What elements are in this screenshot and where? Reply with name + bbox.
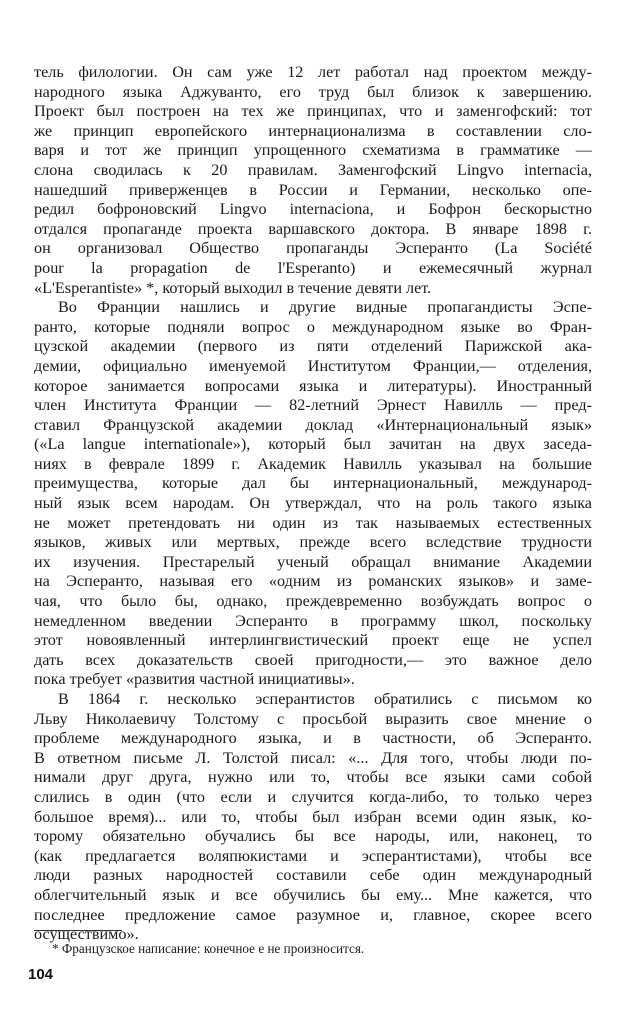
text-line: «L'Esperantiste» *, который выходил в течение девяти лет. (34, 278, 432, 297)
text-line: проблеме международного языка, и в частности, об Эсперанто. (34, 729, 592, 748)
text-line: их изучения. Престарелый ученый обращал внимание Академии (34, 552, 592, 571)
text-line: ниях в феврале 1899 г. Академик Навилль указывал на большие (34, 454, 592, 473)
text-line: преимущества, которые дал бы интернациональный, международ- (34, 474, 592, 493)
text-line: этот новоявленный интерлингвистический проект еще не успел (34, 631, 592, 650)
text-line: ставил Французской академии доклад «Интернациональный язык» (34, 415, 592, 434)
text-line: pour la propagation de l'Esperanto) и ежемесячный журнал (34, 258, 592, 277)
text-line: ранто, которые подняли вопрос о международном языке во Фран- (34, 317, 592, 336)
text-line: дать всех доказательств своей пригодности,— это важное дело (34, 650, 592, 669)
text-line: цузской академии (первого из пяти отделений Парижской ака- (34, 337, 592, 356)
text-line: член Института Франции — 82-летний Эрнест Навилль — пред- (34, 396, 592, 415)
body-text (34, 63, 592, 945)
text-line: отдался пропаганде проекта варшавского доктора. В январе 1898 г. (34, 219, 592, 238)
text-line: В ответном письме Л. Толстой писал: «... Для того, чтобы люди по- (34, 748, 592, 767)
text-line: нимали друг друга, нужно или то, чтобы все языки сами собой (34, 768, 592, 787)
text-line: облегчительный язык и все обучились бы ему... Мне кажется, что (34, 885, 592, 904)
text-line: (как предлагается воляпюкистами и эсперантистами), чтобы все (34, 846, 592, 865)
text-line: слона сводилась к 20 правилам. Заменгофский Lingvo internacia, (34, 160, 592, 179)
text-line: он организовал Общество пропаганды Эсперанто (La Société (34, 239, 592, 258)
text-line: тель филологии. Он сам уже 12 лет работал над проектом между- (34, 63, 592, 81)
text-line: Проект был построен на тех же принципах, что и заменгофский: тот (34, 102, 592, 121)
text-line: осуществимо». (34, 925, 139, 944)
text-line: языков, живых или мертвых, прежде всего вследствие трудности (34, 533, 592, 552)
text-line: же принцип европейского интернационализма в составлении сло- (34, 121, 592, 140)
text-line: Во Франции нашлись и другие видные пропагандисты Эспе- (58, 298, 592, 317)
text-line: варя и тот же принцип упрощенного схематизма в грамматике — (34, 141, 592, 160)
text-line: пока требует «развития частной инициативы». (34, 670, 355, 689)
text-line: («La langue internationale»), который был зачитан на двух заседа- (34, 435, 592, 454)
page-number: 104 (28, 966, 54, 983)
text-line: большое время)... или то, чтобы был избран всеми один язык, ко- (34, 807, 592, 826)
text-line: последнее предложение самое разумное и, главное, скорее всего (34, 905, 592, 924)
text-line: чая, что было бы, однако, преждевременно возбуждать вопрос о (34, 592, 592, 611)
text-line: народного языка Аджуванто, его труд был близок к завершению. (34, 82, 592, 101)
text-line: демии, официально именуемой Институтом Франции,— отделения, (34, 356, 592, 375)
text-line: В 1864 г. несколько эсперантистов обратились с письмом ко (58, 690, 592, 708)
text-line: Льву Николаевичу Толстому с просьбой выразить свое мнение о (34, 709, 592, 728)
text-line: на Эсперанто, называя его «одним из романских языков» и заме- (34, 572, 592, 591)
text-line: не может претендовать ни один из так называемых естественных (34, 513, 592, 532)
text-line: люди разных народностей составили себе один международный (34, 866, 592, 885)
text-line: торому обязательно обучались бы все народы, или, наконец, то (34, 827, 592, 846)
footnote-divider (34, 930, 122, 931)
text-line: нашедший приверженцев в России и Германии, несколько опе- (34, 180, 592, 199)
text-line: ный язык всем народам. Он утверждал, что на роль такого языка (34, 494, 592, 513)
text-line: которое занимается вопросами языка и литературы). Иностранный (34, 376, 592, 395)
text-line: немедленном введении Эсперанто в программу школ, поскольку (34, 611, 592, 630)
text-line: слились в один (что если и случится когда-либо, то только через (34, 787, 592, 806)
text-line: редил бофроновский Lingvo internaciona, и Бофрон бескорыстно (34, 200, 592, 219)
footnote: * Французское написание: конечное е не произносится. (52, 941, 365, 956)
